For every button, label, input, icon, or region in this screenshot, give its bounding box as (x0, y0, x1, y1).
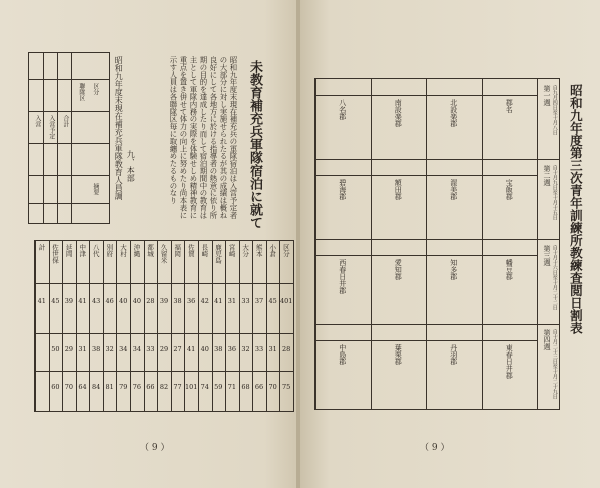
bottom-table-cell: 32 (241, 345, 250, 353)
small-table-row-2: 入営予定 (47, 115, 55, 139)
bottom-table-cell: 46 (105, 297, 114, 305)
bottom-table-header: 福岡 (173, 244, 182, 257)
bottom-table-header: 大村 (118, 244, 127, 257)
schedule-divider (315, 324, 316, 409)
schedule-district: 東春日井郡 (505, 344, 514, 379)
schedule-header-rule (482, 175, 538, 176)
schedule-header-rule (371, 340, 427, 341)
bottom-table-cell: 60 (51, 383, 60, 391)
schedule-district: 宝飯郡 (505, 179, 514, 200)
section-label-1: 第一週 (543, 85, 552, 106)
bottom-table-header: 佐賀 (186, 244, 195, 257)
bottom-table-cell: 29 (159, 345, 169, 353)
bottom-table-cell: 79 (119, 383, 128, 391)
schedule-district: 葉栗郡 (394, 344, 403, 365)
schedule-district: 西春日井郡 (338, 259, 347, 294)
bottom-table-cell: 31 (227, 297, 237, 305)
schedule-divider (315, 79, 316, 159)
bottom-table-header: 宮崎 (227, 244, 236, 257)
right-page-title: 昭和九年度第三次青年訓練所教練査閲日割表 (568, 84, 584, 334)
bottom-table-header: 熊本 (254, 244, 263, 257)
schedule-divider (315, 159, 316, 239)
bottom-table-cell: 31 (78, 345, 87, 353)
bottom-table-cell: 29 (64, 345, 74, 353)
bottom-table-cell: 40 (119, 297, 128, 305)
schedule-divider (371, 79, 372, 159)
schedule-header-rule (371, 255, 427, 256)
bottom-table-cell: 71 (227, 383, 237, 391)
bottom-table-cell: 81 (105, 383, 114, 391)
bottom-table-header: 長崎 (200, 244, 209, 257)
schedule-divider (371, 159, 372, 239)
schedule-divider (315, 239, 316, 324)
small-table-header-1: 区分 (91, 83, 99, 95)
small-table-row-3: 合計 (61, 115, 69, 127)
bottom-table-cell: 75 (282, 383, 291, 391)
bottom-table-cell: 38 (173, 297, 182, 305)
bottom-table-cell: 70 (64, 383, 74, 391)
right-page (300, 0, 600, 488)
schedule-header-rule (315, 340, 371, 341)
schedule-district: 北設楽郡 (449, 99, 458, 127)
bottom-table-cell: 82 (159, 383, 169, 391)
right-page-number: （ 9 ） (420, 443, 450, 453)
schedule-header-rule (426, 175, 482, 176)
schedule-district: 丹羽郡 (449, 344, 458, 365)
bottom-table-header: 久留米 (159, 244, 168, 264)
bottom-table-cell: 34 (132, 345, 141, 353)
bottom-table-cell: 66 (254, 383, 264, 391)
bottom-table-cell: 39 (64, 297, 74, 305)
bottom-table-cell: 50 (51, 345, 60, 353)
bottom-table-cell: 74 (200, 383, 209, 391)
bottom-table-cell: 31 (268, 345, 277, 353)
schedule-header-rule (371, 175, 427, 176)
bottom-table-cell: 66 (146, 383, 155, 391)
schedule-header-rule (315, 95, 371, 96)
left-page-number: （ 9 ） (140, 443, 170, 453)
small-table (28, 52, 110, 224)
bottom-table-cell: 64 (78, 383, 87, 391)
bottom-table-cell: 33 (146, 345, 155, 353)
bottom-table-cell: 41 (214, 297, 223, 305)
bottom-table-cell: 42 (200, 297, 209, 305)
schedule-header-rule (426, 255, 482, 256)
small-table-header-2: 聯隊区 (77, 83, 85, 101)
schedule-divider (426, 159, 427, 239)
schedule-divider (426, 239, 427, 324)
bottom-table-cell: 70 (268, 383, 277, 391)
schedule-district: 南設楽郡 (394, 99, 403, 127)
schedule-divider (371, 324, 372, 409)
bottom-table-header: 中津 (78, 244, 87, 257)
section-range-1: 自九月四日至十月八日 (551, 85, 558, 135)
bottom-table-cell: 38 (91, 345, 101, 353)
bottom-table-cell: 33 (254, 345, 264, 353)
schedule-header-rule (426, 95, 482, 96)
bottom-table-cell: 32 (105, 345, 114, 353)
bottom-table-cell: 34 (119, 345, 128, 353)
bottom-table-header: 大分 (241, 244, 250, 257)
schedule-district: 幡豆郡 (505, 259, 514, 280)
bottom-table-header: 延岡 (64, 244, 73, 257)
bottom-table-cell: 40 (200, 345, 209, 353)
bottom-table-header: 都城 (146, 244, 155, 257)
bottom-table-header: 八代 (91, 244, 100, 257)
schedule-header-rule (371, 95, 427, 96)
bottom-table-column-divider (35, 241, 36, 411)
bottom-table-cell: 101 (184, 383, 198, 391)
section-range-3: 自十月十六日至十月二十二日 (551, 245, 558, 310)
schedule-table (314, 78, 560, 410)
schedule-district: 渥美郡 (449, 179, 458, 200)
bottom-table-cell: 76 (132, 383, 141, 391)
schedule-divider (426, 79, 427, 159)
schedule-header-rule (482, 95, 538, 96)
bottom-table-header: 計 (37, 244, 46, 251)
section-range-2: 自十月九日至十月十五日 (551, 165, 558, 220)
bottom-table-cell: 43 (91, 297, 101, 305)
bottom-table-cell: 38 (214, 345, 223, 353)
bottom-table-cell: 40 (132, 297, 141, 305)
schedule-header-rule (482, 255, 538, 256)
small-table-dept: 九、本部 (126, 150, 136, 182)
bottom-table (34, 240, 294, 412)
bottom-table-header: 別府 (105, 244, 114, 257)
bottom-table-header: 沖縄 (132, 244, 141, 257)
bottom-table-header: 小倉 (268, 244, 277, 257)
article-body: 昭和九年度末現在補充兵の軍隊宿泊は入営予定者の大部分に対し実施せられたるが其の成績は概ね良好にして各地方に於ける指導者の熱意に依り所期の目的を達成したり而して宿泊期間中の教育は主として軍隊内務の実際を体験せしめ精神教育に重点を置き併せて体力の向上に努めたり尚本表に示す人員は各聯隊区毎に取纏めたるものなり (169, 56, 238, 219)
bottom-table-cell: 45 (51, 297, 60, 305)
schedule-district: 郡名 (505, 99, 514, 113)
bottom-table-header: 区分 (281, 244, 290, 257)
schedule-header-rule (315, 255, 371, 256)
small-table-title: 昭和九年度末現在補充兵軍隊教育人員調 (114, 56, 124, 200)
schedule-district: 中島郡 (338, 344, 347, 365)
bottom-table-cell: 45 (268, 297, 277, 305)
bottom-table-cell: 401 (279, 297, 293, 305)
section-label-2: 第二週 (543, 165, 552, 186)
schedule-district: 愛知郡 (394, 259, 403, 280)
schedule-district: 額田郡 (394, 179, 403, 200)
schedule-divider (426, 324, 427, 409)
bottom-table-cell: 36 (227, 345, 237, 353)
bottom-table-cell: 41 (78, 297, 87, 305)
schedule-district: 八名郡 (338, 99, 347, 120)
bottom-table-cell: 77 (173, 383, 182, 391)
bottom-table-header: 鹿児島 (213, 244, 222, 264)
section-range-4: 自十月二十三日至十月二十九日 (551, 329, 558, 399)
bottom-table-header: 佐世保 (51, 244, 60, 264)
schedule-header-rule (315, 175, 371, 176)
schedule-district: 碧海郡 (338, 179, 347, 200)
bottom-table-cell: 36 (187, 297, 196, 305)
bottom-table-cell: 27 (173, 345, 182, 353)
bottom-table-cell: 41 (187, 345, 196, 353)
bottom-table-cell: 28 (282, 345, 291, 353)
small-table-row-1: 入営 (33, 115, 41, 127)
schedule-header-rule (482, 340, 538, 341)
article-title: 未教育補充兵軍隊宿泊に就て (246, 60, 262, 229)
bottom-table-cell: 68 (241, 383, 250, 391)
schedule-divider (482, 79, 483, 159)
bottom-table-cell: 41 (37, 297, 46, 305)
schedule-divider (371, 239, 372, 324)
bottom-table-cell: 39 (159, 297, 169, 305)
schedule-divider (482, 239, 483, 324)
section-label-4: 第四週 (543, 329, 552, 350)
bottom-table-cell: 84 (91, 383, 101, 391)
bottom-table-cell: 59 (214, 383, 223, 391)
section-label-3: 第三週 (543, 245, 552, 266)
small-table-header-4: 摘要 (91, 183, 99, 195)
schedule-divider (482, 324, 483, 409)
bottom-table-cell: 28 (146, 297, 155, 305)
schedule-header-rule (426, 340, 482, 341)
bottom-table-cell: 37 (254, 297, 264, 305)
bottom-table-cell: 33 (241, 297, 250, 305)
schedule-district: 知多郡 (449, 259, 458, 280)
schedule-divider (482, 159, 483, 239)
